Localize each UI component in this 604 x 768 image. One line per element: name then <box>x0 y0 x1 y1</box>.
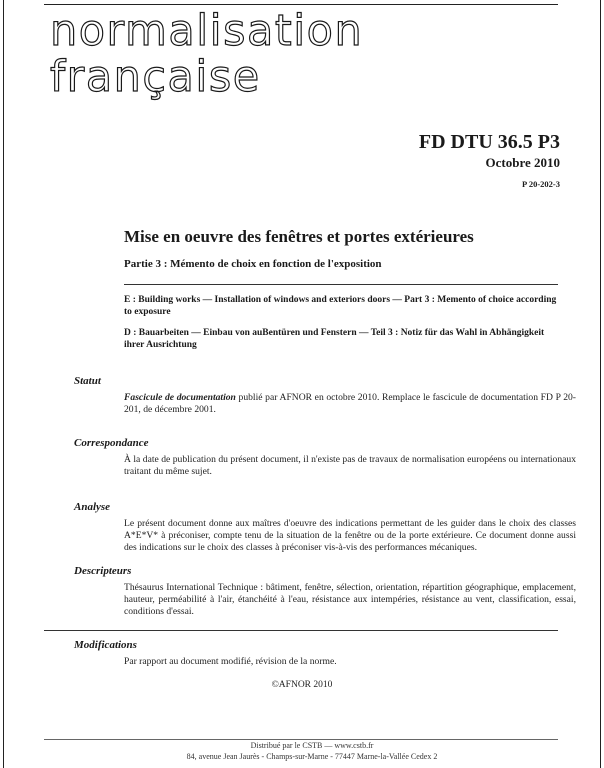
section-body-statut <box>124 392 576 416</box>
section-body-descripteurs: Thésaurus International Technique : bâtiment, fenêtre, sélection, orientation, répartition géographique, emplacement, hauteur, perméabilité à l'air, étanchéité à l'eau, résistance aux intempéries, résistance au vent, classification, essai, conditions d'essai. <box>124 582 576 618</box>
section-heading-analyse: Analyse <box>74 501 111 513</box>
page-border-left <box>3 0 4 768</box>
document-title: Mise en oeuvre des fenêtres et portes extérieures <box>124 227 474 246</box>
top-rule <box>44 4 558 5</box>
statut-document-type: Fascicule de documentation <box>124 392 236 403</box>
document-subtitle: Partie 3 : Mémento de choix en fonction de l'exposition <box>124 258 382 270</box>
copyright-notice: ©AFNOR 2010 <box>271 680 333 690</box>
afnor-logo <box>50 8 363 100</box>
english-title-translation: E : Building works — Installation of windows and exteriors doors — Part 3 : Memento of choice according to exposure <box>124 295 557 317</box>
document-reference-code: FD DTU 36.5 P3 <box>418 131 560 153</box>
logo-line-1: normalisation <box>50 6 364 56</box>
document-date: Octobre 2010 <box>485 155 560 170</box>
section-heading-statut: Statut <box>74 375 101 387</box>
section-body-analyse: Le présent document donne aux maîtres d'oeuvre des indications permettant de les guider dans le choix des classes A*E*V* à préconiser, compte tenu de la situation de la fenêtre ou de la porte extérieure. Ce document donne aussi des indications sur le choix des classes à préconiser vis-à-vis des performances mécaniques. <box>124 518 576 554</box>
footer-divider <box>44 739 558 740</box>
section-body-modifications: Par rapport au document modifié, révision de la norme. <box>124 656 337 667</box>
section-heading-correspondance: Correspondance <box>74 437 149 449</box>
section-heading-descripteurs: Descripteurs <box>74 565 132 577</box>
document-classification-index: P 20-202-3 <box>521 179 560 189</box>
logo-line-2: française <box>50 52 261 102</box>
section-body-correspondance: À la date de publication du présent document, il n'existe pas de travaux de normalisation européens ou internationaux traitant du même sujet. <box>124 454 576 478</box>
title-divider <box>124 284 558 285</box>
modifications-divider <box>44 630 558 631</box>
footer-distributor: Distribué par le CSTB — www.cstb.fr <box>250 741 374 750</box>
statut-text: publié par AFNOR en octobre 2010. Remplace le fascicule de documentation FD P 20-201, de décembre 2001. <box>124 392 576 416</box>
footer-address: 84, avenue Jean Jaurès - Champs-sur-Marne - 77447 Marne-la-Vallée Cedex 2 <box>186 752 438 761</box>
page-border-right <box>600 0 601 768</box>
german-title-translation: D : Bauarbeiten — Einbau von auBentüren und Fenstern — Teil 3 : Notiz für das Wahl in Abhängigkeit ihrer Ausrichtung <box>124 328 545 350</box>
section-heading-modifications: Modifications <box>74 639 137 651</box>
